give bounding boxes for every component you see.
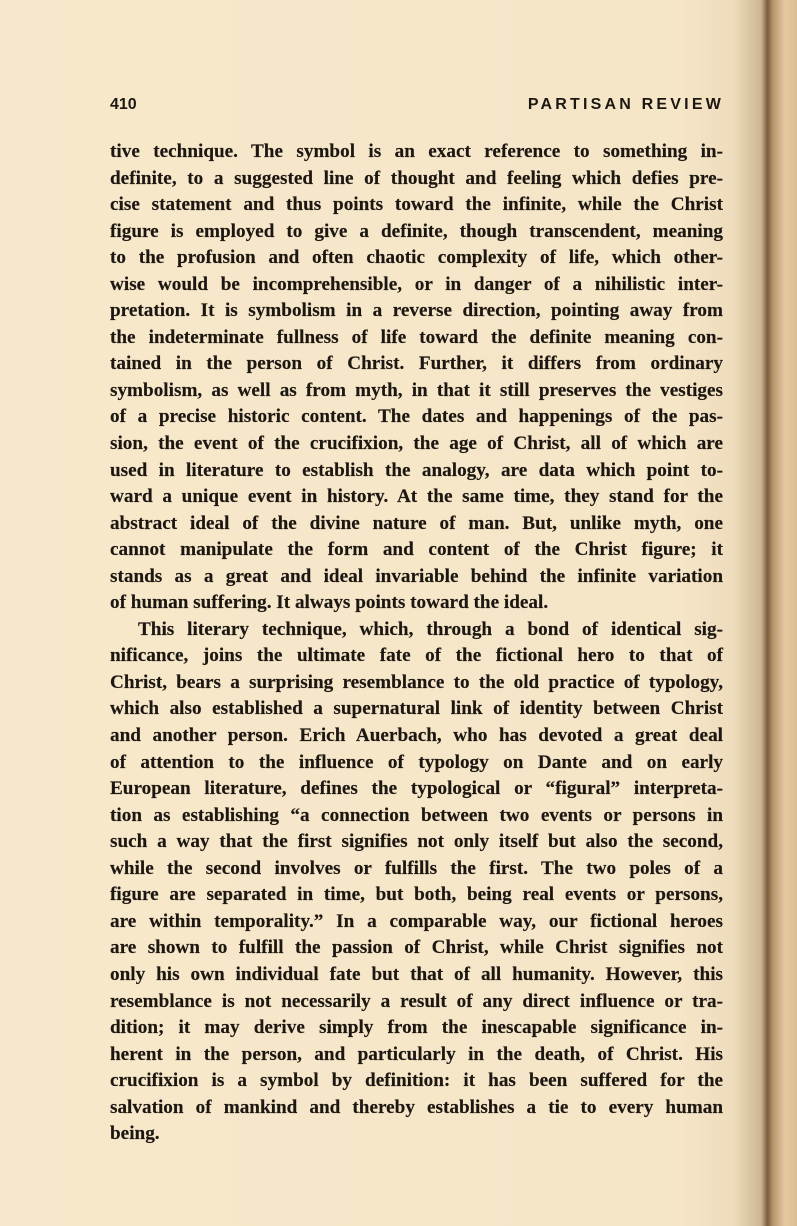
text-line: such a way that the first signifies not only itself but also the second,: [110, 831, 723, 853]
paragraph: [110, 617, 723, 1148]
body-text: [110, 139, 723, 1148]
text-line: crucifixion is a symbol by definition: it has been suffered for the: [110, 1070, 723, 1092]
text-line: while the second involves or fulfills the first. The two poles of a: [110, 857, 723, 879]
text-line: European literature, defines the typological or “figural” interpreta-: [110, 778, 723, 800]
text-line: stands as a great and ideal invariable behind the infinite variation: [110, 565, 723, 587]
text-line: tion as establishing “a connection between two events or persons in: [110, 804, 723, 826]
paragraph: [110, 139, 723, 617]
text-line: Christ, bears a surprising resemblance to the old practice of typology,: [110, 671, 723, 693]
text-line: are within temporality.” In a comparable way, our fictional heroes: [110, 910, 723, 932]
text-line: herent in the person, and particularly in the death, of Christ. His: [110, 1043, 723, 1065]
text-line: ward a unique event in history. At the same time, they stand for the: [110, 486, 723, 508]
text-line: tive technique. The symbol is an exact reference to something in-: [110, 141, 723, 162]
text-line: cise statement and thus points toward the infinite, while the Christ: [110, 194, 723, 216]
text-line: are shown to fulfill the passion of Christ, while Christ signifies not: [110, 937, 723, 959]
text-line: resemblance is not necessarily a result of any direct influence or tra-: [110, 990, 723, 1012]
text-line: of human suffering. It always points toward the ideal.: [110, 592, 549, 614]
text-line: figure is employed to give a definite, though transcendent, meaning: [110, 220, 723, 242]
text-line: definite, to a suggested line of thought and feeling which defies pre-: [110, 167, 723, 189]
text-line: to the profusion and often chaotic complexity of life, which other-: [110, 247, 723, 269]
text-line: This literary technique, which, through a bond of identical sig-: [138, 618, 723, 640]
text-line: symbolism, as well as from myth, in that it still preserves the vestiges: [110, 379, 723, 401]
text-line: abstract ideal of the divine nature of man. But, unlike myth, one: [110, 512, 723, 534]
page-header: [110, 96, 724, 120]
text-line: being.: [110, 1123, 160, 1145]
text-line: only his own individual fate but that of all humanity. However, this: [110, 963, 723, 985]
text-line: figure are separated in time, but both, being real events or persons,: [110, 884, 723, 906]
text-line: sion, the event of the crucifixion, the age of Christ, all of which are: [110, 433, 723, 455]
text-line: pretation. It is symbolism in a reverse direction, pointing away from: [110, 300, 723, 322]
text-line: of a precise historic content. The dates and happenings of the pas-: [110, 406, 723, 428]
text-line: nificance, joins the ultimate fate of the fictional hero to that of: [110, 645, 723, 667]
text-line: of attention to the influence of typology on Dante and on early: [110, 751, 723, 773]
text-line: salvation of mankind and thereby establishes a tie to every human: [110, 1096, 723, 1118]
text-line: wise would be incomprehensible, or in danger of a nihilistic inter-: [110, 273, 723, 295]
page-number: 410: [110, 96, 137, 113]
running-title: PARTISAN REVIEW: [527, 96, 724, 113]
text-line: tained in the person of Christ. Further, it differs from ordinary: [110, 353, 723, 375]
text-line: cannot manipulate the form and content of the Christ figure; it: [110, 539, 723, 561]
text-line: used in literature to establish the analogy, are data which point to-: [110, 459, 723, 481]
text-line: and another person. Erich Auerbach, who has devoted a great deal: [110, 725, 723, 747]
text-line: dition; it may derive simply from the inescapable significance in-: [110, 1017, 723, 1039]
text-line: the indeterminate fullness of life toward the definite meaning con-: [110, 326, 723, 348]
text-line: which also established a supernatural link of identity between Christ: [110, 698, 723, 720]
